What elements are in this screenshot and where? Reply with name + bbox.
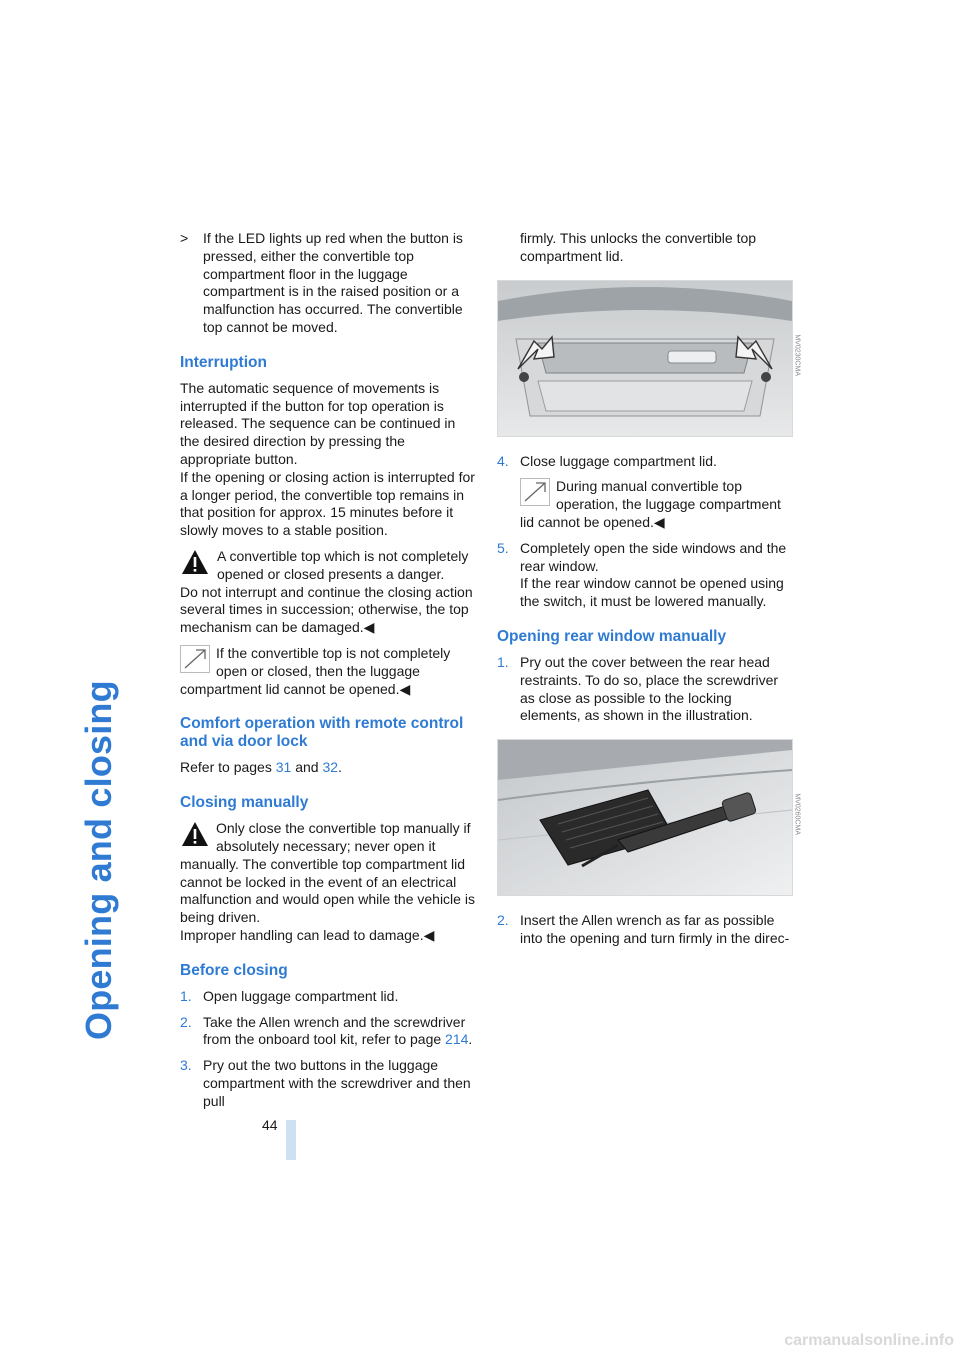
rear-cover-image — [498, 740, 792, 895]
step-text-end: . — [468, 1031, 473, 1048]
warning-text: A convertible top which is not completely opened or closed presents a danger. — [217, 547, 469, 582]
list-item — [497, 654, 792, 725]
page-link-31[interactable]: 31 — [275, 759, 292, 776]
bullet-mark: > — [180, 230, 189, 246]
bullet-item — [180, 230, 475, 337]
refer-text-and: and — [291, 759, 323, 776]
list-item — [497, 912, 792, 948]
note-text: If the convertible top is not completely open or closed, then the luggage compartment lid cannot be opened.◀ — [180, 644, 451, 697]
note-text: During manual convertible top operation, the luggage compartment lid cannot be opened.◀ — [520, 478, 781, 530]
step-number: 2. — [497, 912, 509, 929]
refer-text: Refer to pages — [180, 759, 276, 776]
step-text: Pry out the cover between the rear head restraints. To do so, place the screwdriver as close as possible to the locking elements, as shown in the illustration. — [520, 653, 779, 724]
step-text: Insert the Allen wrench as far as possible into the opening and turn firmly in the direc- — [520, 912, 790, 946]
warning-text-rest: Improper handling can lead to damage.◀ — [180, 926, 435, 943]
watermark: carmanualsonline.info — [784, 1332, 954, 1349]
list-item — [180, 1057, 475, 1110]
step-number: 5. — [497, 539, 509, 556]
step-subtext: If the rear window cannot be opened using the switch, it must be lowered manually. — [520, 575, 784, 610]
paragraph: The automatic sequence of movements is interrupted if the button for top operation is released. The sequence can be continued in the desired direction by pressing the appropriate button. — [180, 379, 456, 467]
luggage-compartment-image — [498, 281, 792, 436]
step-text: Open luggage compartment lid. — [203, 987, 399, 1004]
step-text: Completely open the side windows and the rear window. — [520, 539, 787, 574]
step-number: 3. — [180, 1057, 192, 1074]
paragraph: If the opening or closing action is interrupted for a longer period, the convertible top remains in that position for approx. 15 minutes before it slowly moves to a stable position. — [180, 468, 475, 539]
heading-before-closing: Before closing — [180, 961, 288, 979]
refer-text-end: . — [338, 759, 342, 776]
list-item — [180, 1014, 475, 1050]
step-number: 1. — [180, 987, 192, 1004]
page-link-32[interactable]: 32 — [322, 759, 339, 776]
info-note — [497, 478, 792, 531]
figure-code: MV0230CMA — [794, 333, 801, 376]
list-item — [497, 453, 792, 471]
page-number-bar — [286, 1120, 296, 1160]
warning-text: Only close the convertible top manually if absolutely necessary; never open it manually. The convertible top compartment lid cannot be locked in the event of an electrical malfunction and would open while the vehicle is being driven. — [180, 820, 475, 926]
heading-interruption: Interruption — [180, 353, 267, 371]
note-arrow-icon — [520, 478, 550, 506]
continuation-text: firmly. This unlocks the convertible top compartment lid. — [520, 230, 757, 264]
warning-triangle-icon — [180, 548, 210, 576]
warning-triangle-icon — [180, 820, 210, 848]
warning-note — [180, 548, 475, 637]
step-text: Pry out the two buttons in the luggage compartment with the screwdriver and then pull — [203, 1057, 471, 1109]
heading-closing-manually: Closing manually — [180, 794, 309, 812]
section-side-title: Opening and closing — [78, 680, 119, 1040]
heading-rear-window: Opening rear window manually — [497, 627, 727, 645]
step-number: 4. — [497, 452, 509, 469]
luggage-compartment-illustration — [497, 280, 801, 437]
warning-note — [180, 820, 475, 945]
step-number: 1. — [497, 653, 509, 670]
right-column — [497, 230, 801, 956]
left-column — [180, 230, 475, 1118]
page-link-214[interactable]: 214 — [445, 1031, 469, 1048]
step-text: Close luggage compartment lid. — [520, 452, 717, 469]
bullet-text: If the LED lights up red when the button is pressed, either the convertible top compartment floor in the luggage compartment is in the raised position or a malfunction has occurred. The convertible top cannot be moved. — [203, 230, 463, 335]
warning-text-rest: Do not interrupt and continue the closing action several times in succession; otherwise, the top mechanism can be damaged.◀ — [180, 583, 473, 636]
step-text: Take the Allen wrench and the screwdriver from the onboard tool kit, refer to page — [203, 1013, 466, 1048]
list-item — [497, 540, 792, 611]
rear-cover-illustration — [497, 739, 801, 896]
heading-comfort: Comfort operation with remote control and via door lock — [180, 715, 464, 751]
info-note — [180, 645, 475, 698]
list-item — [180, 988, 475, 1006]
page-number: 44 — [262, 1117, 278, 1133]
note-arrow-icon — [180, 645, 210, 673]
paragraph-refer — [180, 759, 475, 777]
step-number: 2. — [180, 1013, 192, 1030]
figure-code: MV0260CMA — [794, 793, 801, 836]
